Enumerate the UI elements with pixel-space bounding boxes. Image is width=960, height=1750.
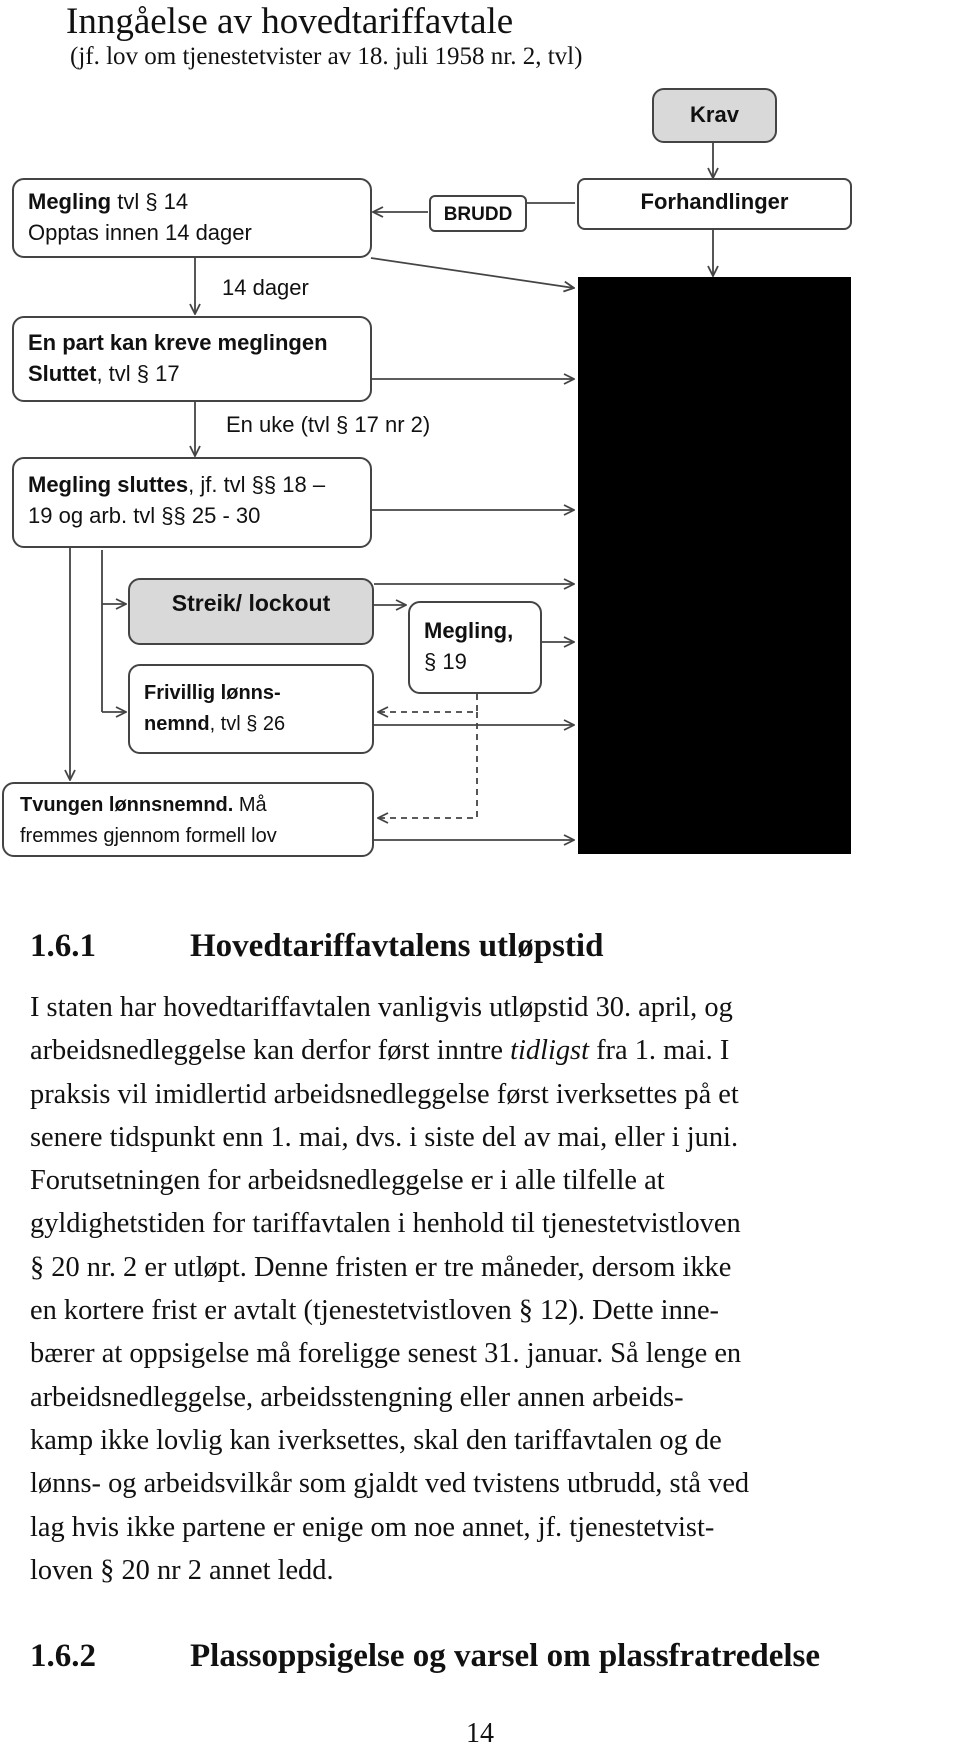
body-line: praksis vil imidlertid arbeidsnedleggelse først iverksettes på et [30, 1078, 739, 1110]
tvungen-rest: Må [233, 794, 267, 816]
megling14-rest: tvl § 14 [111, 189, 189, 214]
body-line: loven § 20 nr 2 annet ledd. [30, 1554, 334, 1586]
megling14-line2: Opptas innen 14 dager [28, 220, 252, 245]
brudd-box [429, 195, 527, 232]
label-14-dager: 14 dager [222, 275, 309, 300]
dashed-megling19-frivillig [378, 694, 477, 712]
body-text-span: fra 1. mai. I [588, 1035, 730, 1067]
part-bold2: Sluttet [28, 361, 97, 386]
body-line: lag hvis ikke partene er enige om noe annet, jf. tjenestetvist- [30, 1511, 715, 1543]
megling14-bold: Megling [28, 189, 112, 214]
streik-label: Streik/ lockout [171, 590, 331, 616]
sluttes-bold: Megling sluttes [28, 472, 189, 497]
body-line: § 20 nr. 2 er utløpt. Denne fristen er tre måneder, dersom ikke [30, 1251, 732, 1283]
body-line: arbeidsnedleggelse, arbeidsstengning eller annen arbeids- [30, 1381, 684, 1413]
krav-box [652, 88, 777, 143]
frivillig-bold2: nemnd [144, 713, 210, 735]
arrow-megling-panel [371, 258, 574, 288]
sluttes-line2: 19 og arb. tvl §§ 25 - 30 [28, 503, 261, 528]
sluttes-rest: , jf. tvl §§ 18 – [188, 472, 326, 497]
part-line1: En part kan kreve meglingen [28, 330, 328, 355]
section-number: 1.6.2 [30, 1638, 96, 1674]
body-line: Forutsetningen for arbeidsnedleggelse er i alle tilfelle at [30, 1165, 665, 1197]
page-number: 14 [466, 1718, 494, 1749]
dashed-megling19-tvungen [378, 712, 477, 818]
body-italic-word: tidligst [510, 1035, 589, 1067]
body-line: gyldighetstiden for tariffavtalen i henhold til tjenestetvistloven [30, 1208, 741, 1240]
forhandlinger-box [577, 178, 852, 230]
body-text-span: arbeidsnedleggelse kan derfor først inntre [30, 1035, 511, 1067]
frivillig-bold1: Frivillig lønns- [144, 682, 281, 704]
forhandlinger-label: Forhandlinger [640, 189, 789, 214]
brudd-label: BRUDD [443, 204, 513, 225]
megling-sluttes-box [12, 457, 372, 548]
megling-tvl14-box [12, 178, 372, 258]
section-title: Hovedtariffavtalens utløpstid [190, 928, 604, 964]
megling-19-box [408, 601, 542, 694]
section-number: 1.6.1 [30, 928, 96, 964]
body-paragraph [30, 986, 960, 1592]
label-en-uke: En uke (tvl § 17 nr 2) [226, 412, 431, 437]
tvungen-lonnsnemnd-box [2, 782, 374, 857]
body-line: en kortere frist er avtalt (tjenestetvistloven § 12). Dette inne- [30, 1295, 720, 1327]
body-line: senere tidspunkt enn 1. mai, dvs. i siste del av mai, eller i juni. [30, 1121, 739, 1153]
body-line: bærer at oppsigelse må foreligge senest 31. januar. Så lenge en [30, 1338, 742, 1370]
body-line [30, 1029, 960, 1072]
frivillig-rest2: , tvl § 26 [209, 713, 286, 735]
tvungen-line2: fremmes gjennom formell lov [20, 825, 277, 847]
tvungen-bold: Tvungen lønnsnemnd. [20, 794, 234, 816]
section-title: Plassoppsigelse og varsel om plassfratredelse [190, 1638, 821, 1674]
part-rest2: , tvl § 17 [96, 361, 180, 386]
body-line: lønns- og arbeidsvilkår som gjaldt ved tvistens utbrudd, stå ved [30, 1468, 750, 1500]
section-heading-1-6-1 [30, 928, 603, 965]
megling19-line1: Megling, [424, 618, 514, 643]
part-kan-kreve-box [12, 316, 372, 402]
frivillig-lonnsnemnd-box [128, 664, 374, 754]
body-line: I staten har hovedtariffavtalen vanligvis utløpstid 30. april, og [30, 992, 733, 1023]
section-heading-1-6-2 [30, 1638, 820, 1675]
streik-lockout-box [128, 578, 374, 645]
body-line: kamp ikke lovlig kan iverksettes, skal den tariffavtalen og de [30, 1424, 722, 1456]
page-subtitle: (jf. lov om tjenestetvister av 18. juli 1958 nr. 2, tvl) [70, 43, 583, 70]
megling19-line2: § 19 [424, 649, 467, 674]
page-title: Inngåelse av hovedtariffavtale [66, 1, 514, 42]
krav-label: Krav [690, 102, 739, 127]
redacted-panel [578, 277, 851, 854]
